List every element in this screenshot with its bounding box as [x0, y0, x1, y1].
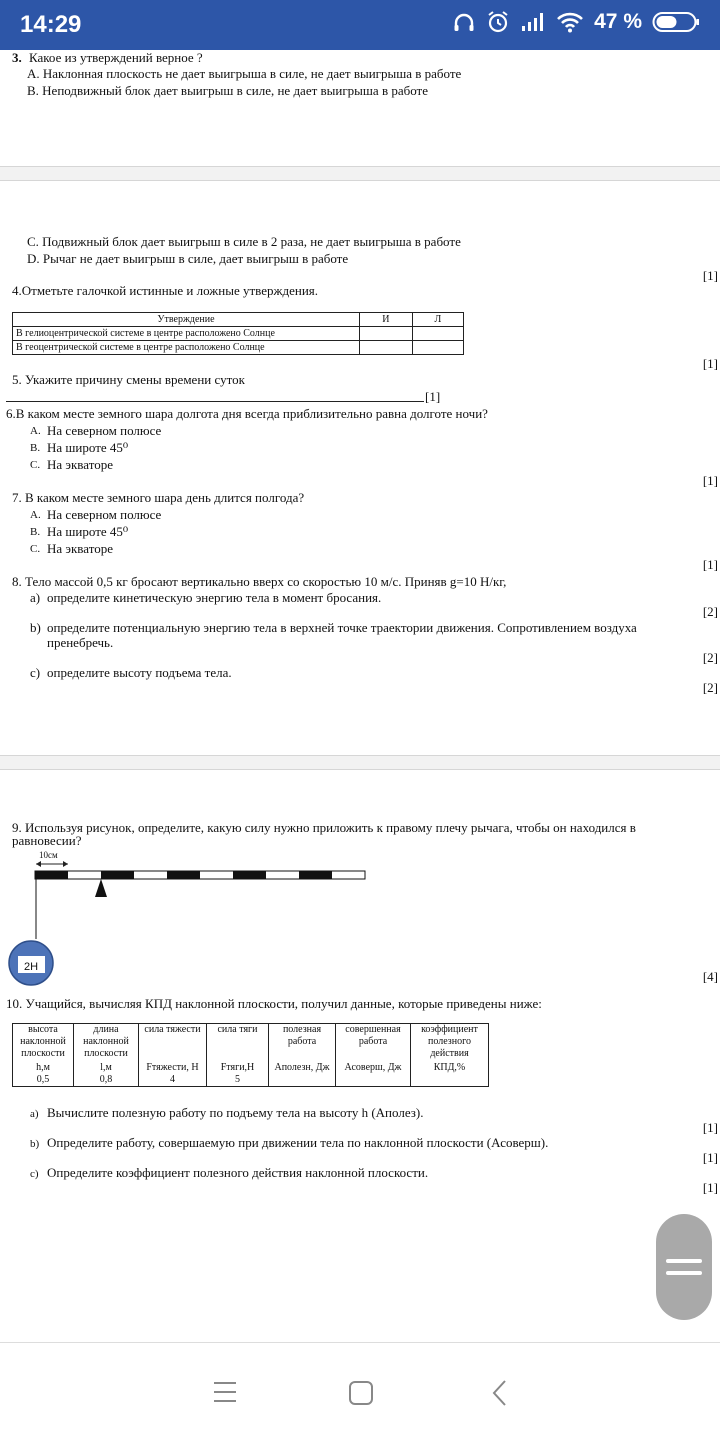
value-cell[interactable]: [269, 1074, 336, 1087]
q10-a: Вычислите полезную работу по подъему тела на высоту h (Аполез).: [47, 1105, 424, 1120]
q10-c: Определите коэффициент полезного действия наклонной плоскости.: [47, 1165, 429, 1180]
value-cell: 5: [207, 1074, 269, 1087]
q7-letter: C.: [30, 543, 41, 555]
q10-title: 10. Учащийся, вычисляя КПД наклонной плоскости, получил данные, которые приведены ниже:: [6, 996, 542, 1011]
value-cell: 0,8: [74, 1074, 139, 1087]
q6-letter: A.: [30, 425, 41, 437]
q8-b-letter: b): [30, 620, 41, 635]
unit-cell: Асоверш, Дж: [336, 1062, 411, 1074]
statement-cell: В геоцентрической системе в центре расположено Солнце: [13, 341, 360, 355]
table-header: Утверждение: [13, 313, 360, 327]
battery-icon: [652, 11, 700, 33]
q3-number: 3.: [12, 50, 22, 65]
q8-a-letter: a): [30, 590, 41, 605]
table-row: [13, 341, 464, 355]
false-checkbox-cell[interactable]: [412, 327, 463, 341]
lever-diagram: [0, 845, 380, 995]
weight-label: 2Н: [24, 961, 39, 973]
page-separator: [0, 166, 720, 181]
q5-mark: [1]: [425, 389, 441, 404]
false-checkbox-cell[interactable]: [412, 341, 463, 355]
q7-option: На широте 45⁰: [47, 524, 129, 539]
q3-option-b: B. Неподвижный блок дает выигрыш в силе, не дает выигрыша в работе: [27, 83, 429, 98]
table-header: совершенная работа: [336, 1024, 411, 1063]
value-cell: 4: [139, 1074, 207, 1087]
back-icon[interactable]: [490, 1379, 510, 1407]
q8-c-mark: [2]: [702, 680, 718, 695]
unit-cell: Fтяги,Н: [207, 1062, 269, 1074]
q9-line2: равновесии?: [12, 833, 82, 848]
table-header: полезная работа: [269, 1024, 336, 1063]
q6-option: На экваторе: [47, 457, 113, 472]
q8-b-cont: пренебречь.: [47, 635, 114, 650]
unit-cell: КПД,%: [411, 1062, 489, 1074]
fulcrum-triangle: [95, 879, 107, 897]
unit-cell: l,м: [74, 1062, 139, 1074]
table-header: Л: [412, 313, 463, 327]
q5-title: 5. Укажите причину смены времени суток: [12, 372, 245, 387]
q3-option-d: D. Рычаг не дает выигрыш в силе, дает выигрыш в работе: [27, 251, 349, 266]
q3-option-c: C. Подвижный блок дает выигрыш в силе в 2 раза, не дает выигрыша в работе: [27, 234, 461, 249]
q8-a: определите кинетическую энергию тела в момент бросания.: [47, 590, 382, 605]
q3-title: Какое из утверждений верное ?: [29, 50, 203, 65]
q7-option: На экваторе: [47, 541, 113, 556]
lever-bar: [35, 871, 365, 879]
unit-cell: Fтяжести, Н: [139, 1062, 207, 1074]
q6-letter: B.: [30, 442, 41, 454]
units-row: [13, 1062, 489, 1074]
q8-b-mark: [2]: [702, 650, 718, 665]
q6-option: На широте 45⁰: [47, 440, 129, 455]
status-icons: [452, 10, 700, 34]
home-icon[interactable]: [348, 1380, 374, 1406]
q8-a-mark: [2]: [702, 604, 718, 619]
table-header: сила тяжести: [139, 1024, 207, 1063]
q7-letter: B.: [30, 526, 41, 538]
q7-mark: [1]: [702, 557, 718, 572]
kpd-table: [12, 1023, 489, 1087]
q7-letter: A.: [30, 509, 41, 521]
clock: 14:29: [20, 11, 82, 38]
true-false-table: [12, 312, 464, 355]
q8-c: определите высоту подъема тела.: [47, 665, 232, 680]
q5-answer-line[interactable]: [6, 401, 424, 402]
q6-mark: [1]: [702, 473, 718, 488]
q10-c-letter: c): [30, 1168, 39, 1180]
q9-mark: [4]: [702, 969, 718, 984]
handle-line-icon: [666, 1271, 702, 1275]
scale-label: 10см: [39, 850, 58, 860]
q10-b-mark: [1]: [702, 1150, 718, 1165]
q3-option-a: A. Наклонная плоскость не дает выигрыша в силе, не дает выигрыша в работе: [27, 66, 462, 81]
q8-b: определите потенциальную энергию тела в верхней точке траектории движения. Сопротивлением воздуха: [47, 620, 637, 635]
q4-title: 4.Отметьте галочкой истинные и ложные утверждения.: [12, 283, 319, 298]
q10-b-letter: b): [30, 1138, 40, 1150]
value-cell: 0,5: [13, 1074, 74, 1087]
table-header: сила тяги: [207, 1024, 269, 1063]
q9-line1: 9. Используя рисунок, определите, какую силу нужно приложить к правому плечу рычага, чтобы он находился в: [12, 820, 636, 835]
unit-cell: h,м: [13, 1062, 74, 1074]
signal-icon: [520, 11, 546, 33]
q7-title: 7. В каком месте земного шара день длится полгода?: [12, 490, 305, 505]
wifi-icon: [556, 11, 584, 33]
q10-a-mark: [1]: [702, 1120, 718, 1135]
status-bar: [0, 0, 720, 50]
alarm-icon: [486, 10, 510, 34]
q6-option: На северном полюсе: [47, 423, 162, 438]
q3-option-a-text: Наклонная плоскость не дает выигрыша в силе, не дает выигрыша в работе: [42, 66, 462, 81]
unit-cell: Аполезн, Дж: [269, 1062, 336, 1074]
table-header: коэффициент полезного действия: [411, 1024, 489, 1063]
q8-c-letter: c): [30, 665, 41, 680]
values-row: [13, 1074, 489, 1087]
q10-c-mark: [1]: [702, 1180, 718, 1195]
q3-option-d-text: Рычаг не дает выигрыш в силе, дает выигрыш в работе: [42, 251, 349, 266]
q7-option: На северном полюсе: [47, 507, 162, 522]
q8-title: 8. Тело массой 0,5 кг бросают вертикально вверх со скоростью 10 м/с. Приняв g=10 Н/кг,: [12, 574, 507, 589]
battery-percent: 47 %: [594, 10, 642, 33]
table-header: И: [360, 313, 413, 327]
q3-mark: [1]: [702, 268, 718, 283]
menu-icon[interactable]: [212, 1380, 238, 1404]
true-checkbox-cell[interactable]: [360, 341, 413, 355]
q4-mark: [1]: [702, 356, 718, 371]
handle-line-icon: [666, 1259, 702, 1263]
q6-letter: C.: [30, 459, 41, 471]
q6-title: 6.В каком месте земного шара долгота дня всегда приблизительно равна долготе ночи?: [6, 406, 488, 421]
table-header: высота наклонной плоскости: [13, 1024, 74, 1063]
true-checkbox-cell[interactable]: [360, 327, 413, 341]
q3-option-c-text: Подвижный блок дает выигрыш в силе в 2 раза, не дает выигрыша в работе: [42, 234, 461, 249]
table-row: [13, 327, 464, 341]
navigation-bar: [0, 1342, 720, 1441]
q10-a-letter: a): [30, 1108, 39, 1120]
page-separator: [0, 755, 720, 770]
headphones-icon: [452, 10, 476, 34]
statement-cell: В гелиоцентрической системе в центре расположено Солнце: [13, 327, 360, 341]
q3-option-b-text: Неподвижный блок дает выигрыш в силе, не дает выигрыша в работе: [42, 83, 429, 98]
table-header: длина наклонной плоскости: [74, 1024, 139, 1063]
value-cell[interactable]: [336, 1074, 411, 1087]
value-cell[interactable]: [411, 1074, 489, 1087]
q10-b: Определите работу, совершаемую при движении тела по наклонной плоскости (Асоверш).: [47, 1135, 549, 1150]
scroll-handle-button[interactable]: [656, 1214, 712, 1320]
